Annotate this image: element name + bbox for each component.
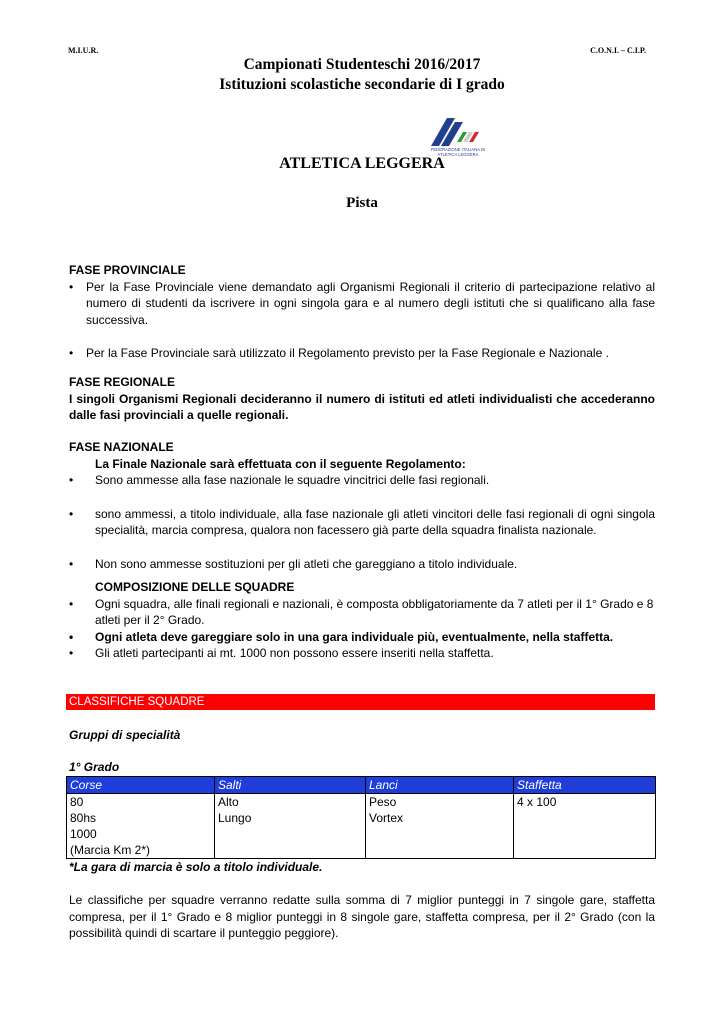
corse-item: (Marcia Km 2*)	[70, 843, 151, 857]
th-staffetta: Staffetta	[514, 777, 656, 794]
sport-title: ATLETICA LEGGERA	[279, 155, 445, 172]
section-nazionale	[69, 439, 655, 572]
th-corse: Corse	[67, 777, 215, 794]
title-line2: Istituzioni scolastiche secondarie di I grado	[219, 76, 505, 93]
nazionale-bullet-2: • sono ammessi, a titolo individuale, alla fase nazionale gli atleti vincitori delle fasi regionali di ogni singola specialità, marcia compresa, qualora non facessero già parte della squadra finalista nazionale.	[69, 506, 655, 539]
salti-item: Alto	[218, 795, 239, 809]
table-row	[67, 794, 656, 859]
heading-regionale: FASE REGIONALE	[69, 375, 176, 389]
composizione-bullet-3: • Gli atleti partecipanti ai mt. 1000 non possono essere inseriti nella staffetta.	[69, 645, 655, 662]
corse-item: 80hs	[70, 811, 97, 825]
header-coni: C.O.N.I. – C.I.P.	[590, 46, 646, 55]
specialty-table	[66, 776, 656, 859]
lanci-item: Peso	[369, 795, 397, 809]
heading-nazionale: FASE NAZIONALE	[69, 440, 174, 454]
marcia-note: *La gara di marcia è solo a titolo individuale.	[69, 860, 323, 874]
th-salti: Salti	[215, 777, 366, 794]
cell-staffetta	[514, 794, 656, 859]
table-header-row	[67, 777, 656, 794]
provinciale-bullet-1: • Per la Fase Provinciale viene demandato agli Organismi Regionali il criterio di partecipazione relativo al numero di studenti da iscrivere in ogni singola gara e al numero degli istituti che si qualificano alla fase successiva.	[69, 279, 655, 329]
gruppi-heading: Gruppi di specialità	[69, 728, 181, 742]
lanci-item: Vortex	[369, 811, 404, 825]
logo-caption: FEDERAZIONE ITALIANA DI ATLETICA LEGGERA	[430, 147, 486, 157]
section-provinciale	[69, 262, 655, 362]
composizione-bullet-1: • Ogni squadra, alle finali regionali e nazionali, è composta obbligatoriamente da 7 atleti per il 1° Grado e 8 atleti per il 2° Grado.	[69, 596, 655, 629]
corse-item: 80	[70, 795, 84, 809]
corse-item: 1000	[70, 827, 97, 841]
grado-heading: 1° Grado	[69, 760, 120, 774]
nazionale-bullet-3: • Non sono ammesse sostituzioni per gli atleti che gareggiano a titolo individuale.	[69, 556, 655, 573]
header-miur: M.I.U.R.	[68, 46, 99, 55]
sub-title: Pista	[346, 195, 378, 211]
section-composizione	[69, 579, 655, 662]
cell-corse	[67, 794, 215, 859]
classifiche-final-text: Le classifiche per squadre verranno redatte sulla somma di 7 miglior punteggi in 7 singole gare, staffetta compresa, per il 1° Grado e 8 miglior punteggi in 8 singole gare, staffetta compresa, per il 2° Grado (con la possibilità quindi di scartare il punteggio peggiore).	[69, 893, 655, 940]
section-regionale	[69, 374, 655, 424]
heading-composizione: COMPOSIZIONE DELLE SQUADRE	[95, 580, 295, 594]
nazionale-intro: La Finale Nazionale sarà effettuata con il seguente Regolamento:	[95, 456, 466, 471]
title-line1: Campionati Studenteschi 2016/2017	[243, 56, 481, 73]
heading-provinciale: FASE PROVINCIALE	[69, 263, 186, 277]
cell-salti	[215, 794, 366, 859]
classifiche-bar: CLASSIFICHE SQUADRE	[66, 694, 655, 710]
regionale-text: I singoli Organismi Regionali decideranno il numero di istituti ed atleti individualisti che accederanno dalle fasi provinciali a quelle regionali.	[69, 391, 655, 422]
nazionale-bullet-1: • Sono ammesse alla fase nazionale le squadre vincitrici delle fasi regionali.	[69, 472, 655, 489]
cell-lanci	[366, 794, 514, 859]
staffetta-item: 4 x 100	[517, 795, 557, 809]
th-lanci: Lanci	[366, 777, 514, 794]
provinciale-bullet-2: • Per la Fase Provinciale sarà utilizzato il Regolamento previsto per la Fase Regionale e Nazionale .	[69, 345, 655, 362]
salti-item: Lungo	[218, 811, 252, 825]
composizione-bullet-2: • Ogni atleta deve gareggiare solo in una gara individuale più, eventualmente, nella staffetta.	[69, 629, 655, 646]
